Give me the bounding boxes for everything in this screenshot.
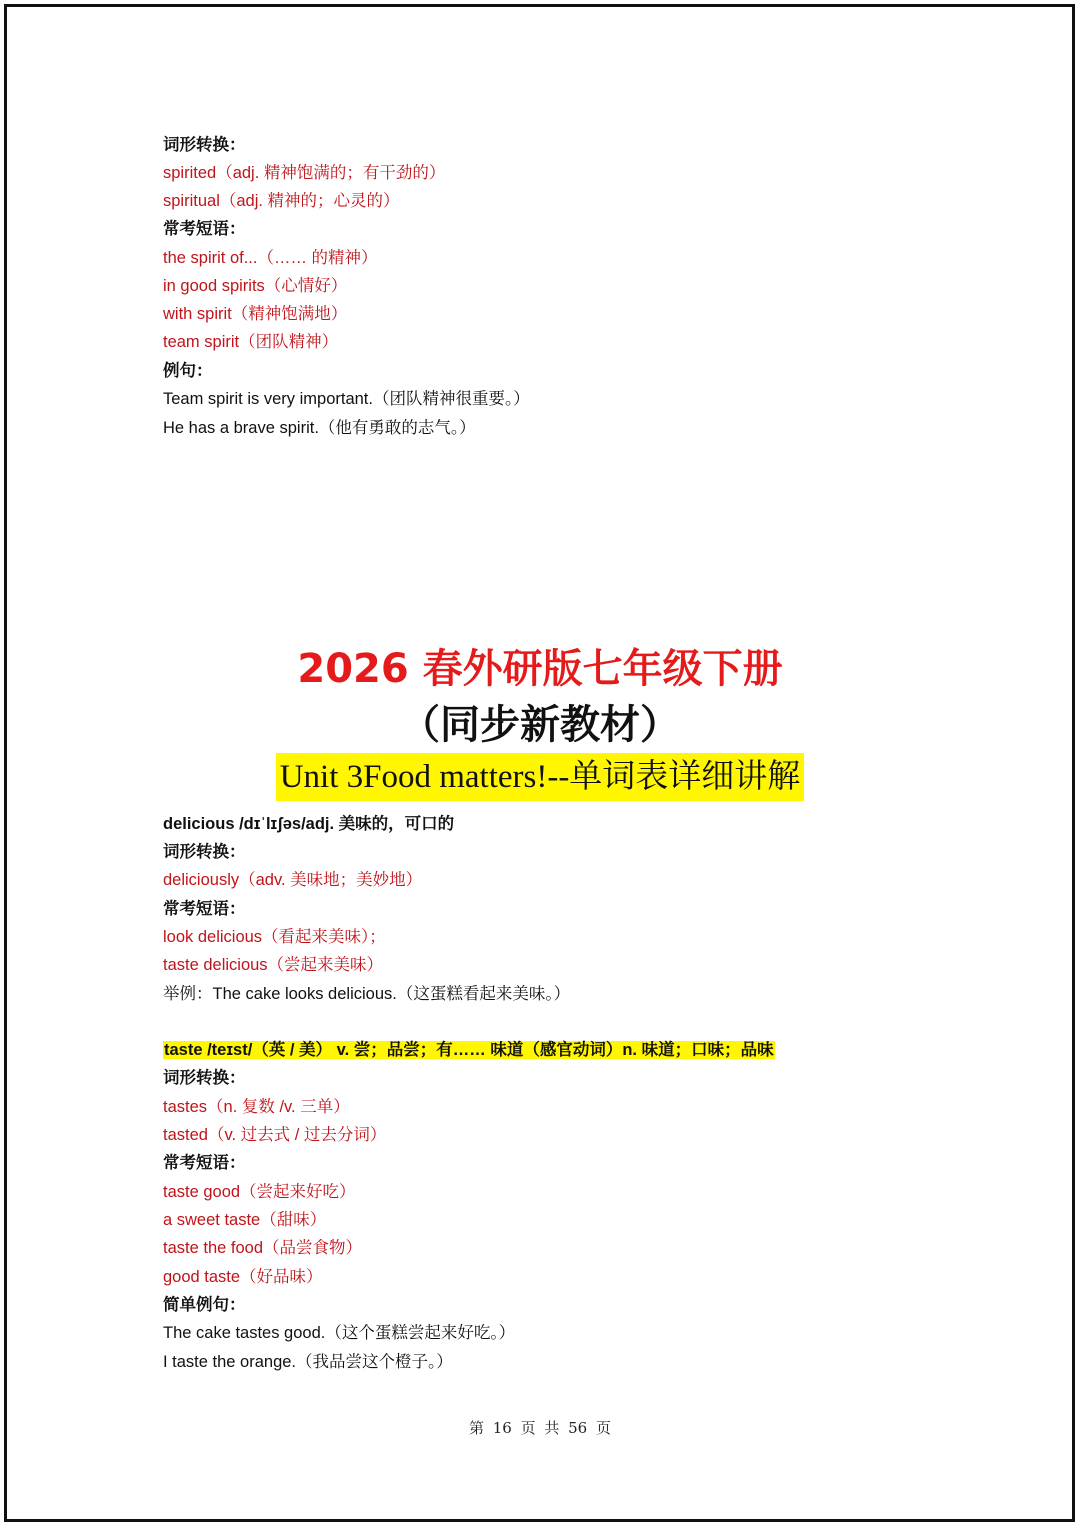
document-subtitle: （同步新教材） bbox=[400, 702, 680, 748]
example-sentence: Team spirit is very important.（团队精神很重要。） bbox=[163, 390, 530, 408]
example-sentence: The cake tastes good.（这个蛋糕尝起来好吃。） bbox=[163, 1324, 516, 1342]
word-form-item: deliciously（adv. 美味地；美妙地） bbox=[163, 871, 423, 889]
word-form-item: tasted（v. 过去式 / 过去分词） bbox=[163, 1126, 387, 1144]
phrase-item: taste delicious（尝起来美味） bbox=[163, 956, 384, 974]
phrase-item: the spirit of...（…… 的精神） bbox=[163, 249, 378, 267]
phrase-item: look delicious（看起来美味）； bbox=[163, 928, 386, 946]
phrase-item: with spirit（精神饱满地） bbox=[163, 305, 348, 323]
phrase-item: in good spirits（心情好） bbox=[163, 277, 348, 295]
phrases-heading: 常考短语： bbox=[163, 220, 246, 238]
phrase-item: good taste（好品味） bbox=[163, 1268, 323, 1286]
phrase-item: taste good（尝起来好吃） bbox=[163, 1183, 356, 1201]
phrases-heading: 常考短语： bbox=[163, 1154, 246, 1172]
phrase-item: a sweet taste（甜味） bbox=[163, 1211, 327, 1229]
phrase-item: team spirit（团队精神） bbox=[163, 333, 339, 351]
headword-highlight: taste /teɪst/（英 / 美） v. 尝；品尝；有…… 味道（感官动词）n. 味道；口味；品味 bbox=[164, 1041, 774, 1059]
examples-heading: 简单例句： bbox=[163, 1296, 246, 1314]
word-forms-heading: 词形转换： bbox=[163, 1069, 246, 1087]
word-form-item: tastes（n. 复数 /v. 三单） bbox=[163, 1098, 350, 1116]
word-form-item: spirited（adj. 精神饱满的；有干劲的） bbox=[163, 164, 446, 182]
word-forms-heading: 词形转换： bbox=[163, 136, 246, 154]
example-sentence: He has a brave spirit.（他有勇敢的志气。） bbox=[163, 419, 476, 437]
word-forms-heading: 词形转换： bbox=[163, 843, 246, 861]
phrase-item: taste the food（品尝食物） bbox=[163, 1239, 362, 1257]
example-sentence: I taste the orange.（我品尝这个橙子。） bbox=[163, 1353, 453, 1371]
document-title: 2026 春外研版七年级下册 bbox=[297, 646, 783, 692]
page-number: 第 16 页 共 56 页 bbox=[468, 1419, 611, 1437]
unit-heading: Unit 3Food matters!--单词表详细讲解 bbox=[276, 753, 805, 801]
word-form-item: spiritual（adj. 精神的；心灵的） bbox=[163, 192, 400, 210]
headword-taste bbox=[163, 1039, 775, 1061]
headword-delicious: delicious /dɪˈlɪʃəs/adj. 美味的，可口的 bbox=[163, 815, 455, 833]
phrases-heading: 常考短语： bbox=[163, 900, 246, 918]
example-sentence: 举例：The cake looks delicious.（这蛋糕看起来美味。） bbox=[163, 985, 571, 1003]
examples-heading: 例句： bbox=[163, 362, 213, 380]
unit-heading-wrapper bbox=[0, 753, 1080, 801]
